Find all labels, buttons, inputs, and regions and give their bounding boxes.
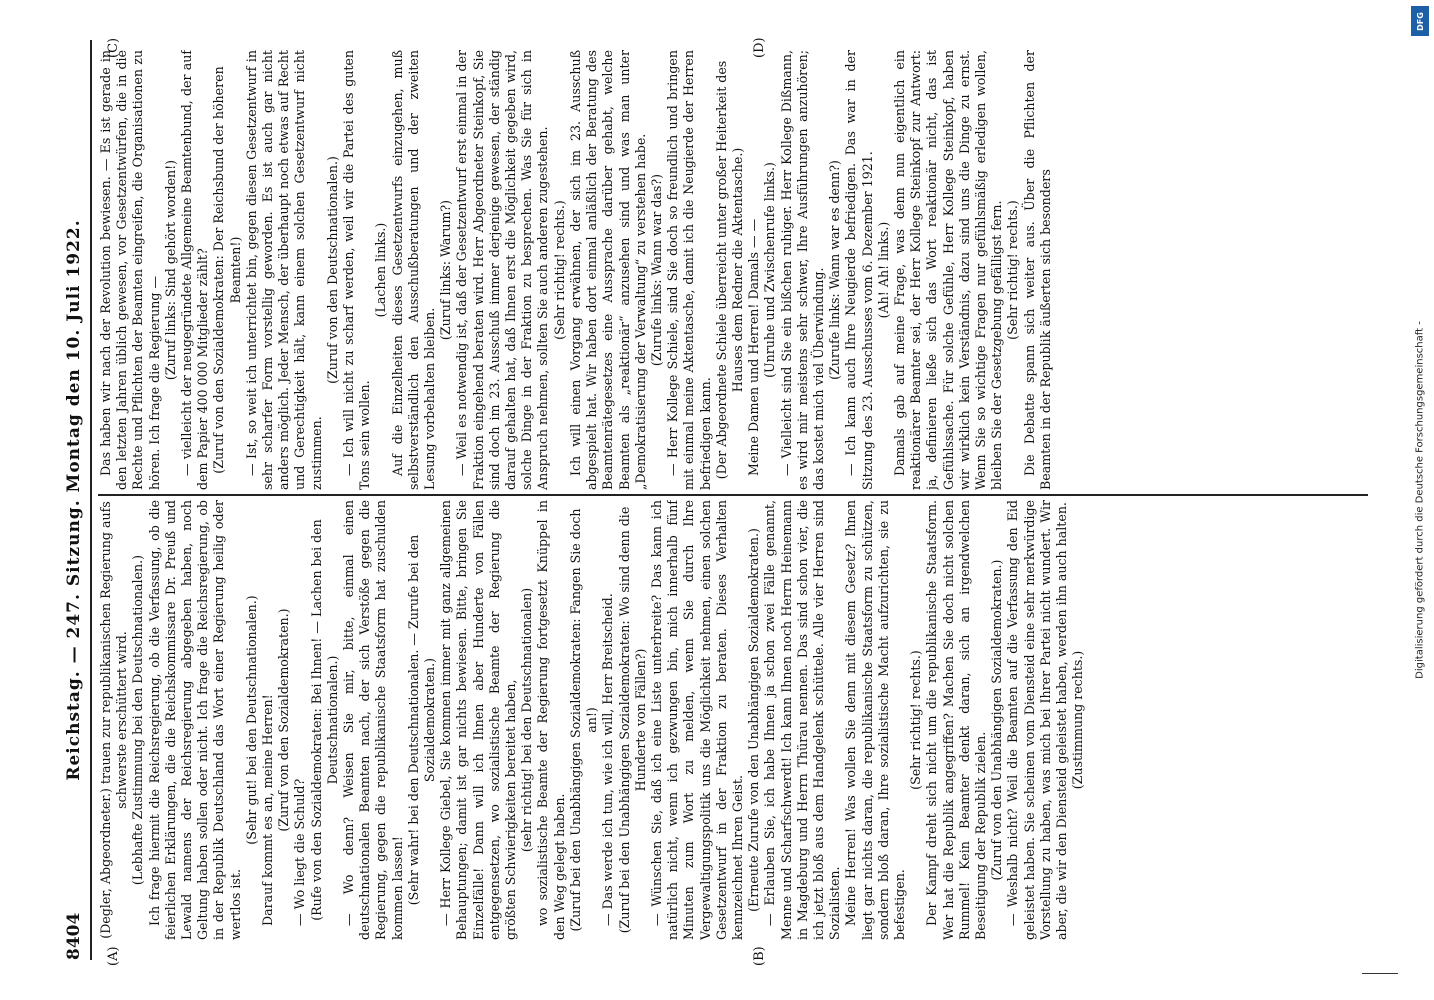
- paragraph: (Sehr wahr! bei den Deutschnationalen. — Zurufe bei den Sozialdemokraten.): [405, 534, 438, 906]
- paragraph: (Zustimmung rechts.): [1070, 650, 1086, 790]
- paragraph: (Lebhafte Zustimmung bei den Deutschnationalen.): [130, 554, 146, 886]
- paragraph: Die Debatte spann sich weiter aus. Über die Pflichten der Beamten in der Republik äußerten sich besonders: [1021, 50, 1053, 490]
- margin-marker-c: (C): [106, 37, 121, 58]
- paragraph: (Erneute Zurufe von den Unabhängigen Sozialdemokraten.): [746, 528, 762, 912]
- paragraph: (Zuruf bei den Unabhängigen Sozialdemokraten: Fangen Sie doch an!): [567, 508, 600, 932]
- digitization-note: Digitalisierung gefördert durch die Deutsche Forschungsgemeinschaft -: [1414, 321, 1426, 679]
- paragraph: Das haben wir nach der Revolution bewiesen. — Es ist gerade in den letzten Jahren üblich gewesen, vor Gesetzentwürfen, die in die Rechte und Pflichten der Beamten eingreifen, die Organisationen zu hören. Ich frage die Regierung —: [98, 50, 162, 490]
- margin-marker-d: (D): [752, 37, 767, 58]
- right-text-column: [98, 50, 1368, 490]
- paragraph: — Herr Kollege Giebel, Sie kommen immer mit ganz allgemeinen Behauptungen; damit ist gar nichts bewiesen. Bitte, bringen Sie Einzelfälle! Dann will ich Ihnen aber Hunderte von Fällen entgegensetzen, wo sozialistische Beamte der Regierung die größten Schwierigkeiten bereitet haben,: [438, 500, 519, 940]
- paragraph: Der Kampf dreht sich nicht um die republikanische Staatsform. Wer hat die Republik angegriffen? Machen Sie doch nicht solchen Rummel! Kein Beamter denkt daran, sich an irgendwelchen Beseitigung der Republik zielen.: [924, 500, 988, 940]
- paragraph: — Das werde ich tun, wie ich will, Herr Breitscheid.: [600, 593, 616, 926]
- paragraph: (Rufe von den Sozialdemokraten: Bei Ihnen! — Lachen bei den Deutschnationalen.): [308, 519, 340, 921]
- paragraph: Auf die Einzelheiten dieses Gesetzentwurfs einzugehen, muß selbstverständlich den Ausschußberatungen und der zweiten Lesung vorbehalten bleiben.: [389, 50, 438, 490]
- digitization-sidebar: [1408, 0, 1432, 1000]
- rotated-page-frame: [52, 30, 1382, 970]
- paragraph: (Zuruf links: Warum?): [438, 199, 454, 341]
- paragraph: — Weshalb nicht? Weil die Beamten auf die Verfassung den Eid geleistet haben. Sie scheinen vom Diensteid eine sehr merkwürdige Vorstellung zu haben, was mich bei Ihrer Partei nicht wundert. Wir aber, die wir den Diensteid geleistet haben, werden ihn auch halten.: [1005, 500, 1069, 940]
- paragraph: — Wo liegt die Schuld?: [292, 778, 308, 926]
- paragraph: (Unruhe und Zwischenrufe links.): [762, 162, 778, 378]
- paragraph: wo sozialistische Beamte der Regierung fortgesetzt Knüppel in den Weg gelegt haben.: [535, 500, 567, 940]
- paragraph: (Der Abgeordnete Schiele überreicht unter großer Heiterkeit des Hauses dem Redner die Aktentasche.): [713, 60, 745, 480]
- paragraph: — Wo denn? Weisen Sie mir, bitte, einmal einen deutschnationalen Beamten nach, der sich Verstöße gegen die Regierung, gegen die republikanische Staatsform hat zuschulden kommen lassen!: [341, 500, 405, 940]
- paragraph: (Sehr richtig! rechts.): [1005, 200, 1021, 340]
- paragraph: (Zuruf von den Deutschnationalen.): [324, 156, 340, 384]
- paragraph: — Ist, so weit ich unterrichtet bin, gegen diesen Gesetzentwurf in sehr scharfer Form vorstellig geworden. Es ist auch gar nicht anders möglich. Jeder Mensch, der überhaupt noch etwas auf Recht und Gerechtigkeit hält, kann einem solchen Gesetzentwurf nicht zustimmen.: [243, 50, 324, 490]
- paragraph: — Herr Kollege Schiele, sind Sie doch so freundlich und bringen mit einmal meine Aktentasche, damit ich die Neugierde der Herren befriedigen kann.: [665, 50, 713, 490]
- paragraph: Darauf kommt es an, meine Herren!: [260, 694, 276, 926]
- paragraph: — vielleicht der neugegründete Allgemeine Beamtenbund, der auf dem Papier 400 000 Mitglieder zählt?: [179, 50, 211, 490]
- scan-edge-mark: [1362, 973, 1398, 974]
- paragraph: (Zuruf links: Sind gehört worden!): [162, 159, 178, 381]
- paragraph: Ich frage hiermit die Reichsregierung, ob die Verfassung, ob die feierlichen Erklärungen, die die Reichskommissare Dr. Preuß und Lewald namens der Reichsregierung abgegeben haben, noch Geltung haben sollen oder nicht. Ich frage die Reichsregierung, ob in der Republik Deutschland das Wort einer Regierung heilig oder wertlos ist.: [146, 500, 243, 940]
- paragraph: — Ich will nicht zu scharf werden, weil wir die Partei des guten Tons sein wollen.: [341, 50, 373, 490]
- left-text-column: [98, 500, 1368, 940]
- paragraph: — Erlauben Sie, ich habe Ihnen ja schon zwei Fälle genannt, Menne und Scharfschwerdt! Ich kann Ihnen noch Herrn Heinemann in Magdeburg und Herrn Thürau nennen. Das sind schon vier, die ich jetzt bloß aus dem Handgelenk schüttele. Alle vier Herren sind Sozialisten.: [762, 500, 843, 940]
- paragraph: — Weil es notwendig ist, daß der Gesetzentwurf erst einmal in der Fraktion eingehend beraten wird. Herr Abgeordneter Steinkopf, Sie sind doch im 23. Ausschuß immer derjenige gewesen, der ständig darauf gehalten hat, daß Ihnen erst die Möglichkeit gegeben wird, solche Dinge in der Fraktion zu besprechen. Was Sie für sich in Anspruch nehmen, sollten Sie auch anderen zugestehen.: [454, 50, 551, 490]
- dfg-logo: [1411, 6, 1429, 36]
- header-rule: [90, 40, 92, 960]
- paragraph: (Lachen links.): [373, 222, 389, 318]
- margin-marker-b: (B): [752, 946, 767, 966]
- paragraph: (Zuruf von den Sozialdemokraten: Der Reichsbund der höheren Beamten!): [211, 66, 243, 474]
- paragraph: — Ich kann auch Ihre Neugierde befriedigen. Das war in der Sitzung des 23. Ausschusses vom 6. Dezember 1921.: [843, 50, 875, 490]
- paragraph: (Zuruf bei den Unabhängigen Sozialdemokraten: Wo sind denn die Hunderte von Fällen?): [616, 506, 648, 934]
- paragraph: Meine Damen und Herren! Damals — —: [746, 218, 762, 476]
- paragraph: (Sehr gut! bei den Deutschnationalen.): [243, 595, 259, 845]
- paragraph: (Sehr richtig! rechts.): [908, 650, 924, 790]
- column-divider: [98, 494, 1368, 496]
- paragraph: (Zuruf von den Sozialdemokraten.): [276, 608, 292, 832]
- paragraph: (Sehr richtig! rechts.): [551, 200, 567, 340]
- paragraph: (Zurufe links: Wann war das?): [648, 173, 664, 367]
- paragraph: (Zuruf von den Unabhängigen Sozialdemokraten.): [989, 559, 1005, 881]
- page-number: 8404: [64, 912, 84, 960]
- paragraph: (sehr richtig! bei den Deutschnationalen): [519, 587, 535, 853]
- paragraph: — Wünschen Sie, daß ich eine Liste unterbreite? Das kann ich natürlich nicht, wenn ich gezwungen bin, mich innerhalb fünf Minuten zum Wort zu melden, wenn Sie durch Ihre Vergewaltigungspolitik uns die Möglichkeit nehmen, einen solchen Gesetzentwurf in der Fraktion zu beraten. Dieses Verhalten kennzeichnet Ihren Geist.: [648, 500, 745, 940]
- margin-marker-a: (A): [106, 946, 121, 966]
- paragraph: (Zurufe links: Wann war es denn?): [827, 160, 843, 380]
- paragraph: (Ah! Ah! links.): [875, 221, 891, 319]
- session-title: Reichstag. — 247. Sitzung. Montag den 10. Juli 1922.: [64, 219, 84, 781]
- paragraph: Ich will einen Vorgang erwähnen, der sich im 23. Ausschuß abgespielt hat. Wir haben dort einmal anläßlich der Beratung des Beamtenrätegesetzes eine Aussprache darüber gehabt, welche Beamten als „reaktionär“ anzusehen sind und was man unter „Demokratisierung der Verwaltung“ zu verstehen habe.: [567, 50, 648, 490]
- page-header: [62, 40, 88, 960]
- dfg-logo-text: DFG: [1415, 11, 1425, 31]
- paragraph: Damals gab auf meine Frage, was denn nun eigentlich ein reaktionärer Beamter sei, der Herr Kollege Steinkopf zur Antwort: ja, definieren ließe sich das Wort reaktionär nicht, das ist Gefühlssache. Für solche Gefühle, Herr Kollege Steinkopf, haben wir wirklich kein Verständnis, dazu sind uns die Dinge zu ernst. Wenn Sie so wichtige Fragen nur gefühlsmäßig erledigen wollen, bleiben Sie der Gesetzgebung gefälligst fern.: [891, 50, 1005, 490]
- paragraph: (Degler, Abgeordneter.) trauen zur republikanischen Regierung aufs schwerste erschüttert wird.: [98, 501, 130, 939]
- paragraph: Meine Herren! Was wollen Sie denn mit diesem Gesetz? Ihnen liegt gar nichts daran, die republikanische Staatsform zu schützen, sondern bloß daran, Ihre sozialistische Macht aufzurichten, sie zu befestigen.: [843, 500, 907, 940]
- paragraph: — Vielleicht sind Sie ein bißchen ruhiger. Herr Kollege Dißmann, es wird mir meistens sehr schwer, Ihre Ausführungen anzuhören; das kostet mich viel Überwindung.: [778, 50, 826, 490]
